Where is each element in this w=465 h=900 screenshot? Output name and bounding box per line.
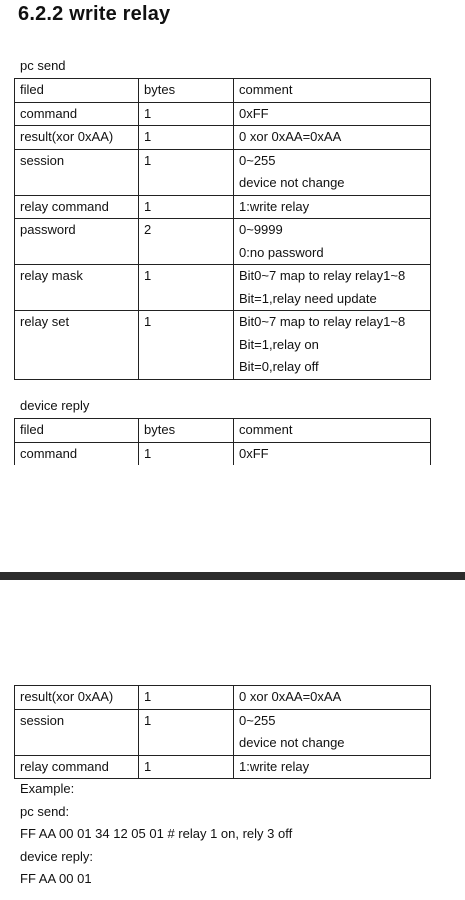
comment-line: 1:write relay	[239, 198, 310, 214]
comment-cell	[234, 102, 431, 126]
table-row	[15, 265, 431, 311]
field-cell: result(xor 0xAA)	[15, 126, 139, 150]
table-row	[15, 755, 431, 779]
device-reply-table-continued	[14, 685, 431, 779]
header-filed: filed	[15, 419, 139, 443]
example-pc-send-label: pc send:	[20, 803, 70, 819]
table-row	[15, 709, 431, 755]
example-device-reply-label: device reply:	[20, 848, 93, 864]
comment-line: 0 xor 0xAA=0xAA	[239, 689, 342, 704]
device-reply-table	[14, 418, 431, 465]
comment-line: 0~255	[239, 152, 276, 168]
comment-line: 0 xor 0xAA=0xAA	[239, 129, 342, 144]
field-cell: relay command	[15, 755, 139, 779]
comment-line: 0xFF	[239, 105, 269, 121]
comment-line: Bit=1,relay need update	[239, 290, 377, 306]
field-cell: command	[15, 442, 139, 465]
comment-cell	[234, 686, 431, 710]
comment-line: Bit=0,relay off	[239, 359, 319, 374]
bytes-cell: 1	[139, 442, 234, 465]
bytes-cell: 1	[139, 755, 234, 779]
example-title: Example:	[20, 781, 75, 796]
comment-cell	[234, 265, 431, 311]
comment-line: 0~255	[239, 712, 276, 728]
header-filed: filed	[15, 79, 139, 103]
comment-cell	[234, 442, 431, 465]
table-row	[15, 219, 431, 265]
bytes-cell: 1	[139, 311, 234, 380]
example-pc-send-bytes: FF AA 00 01 34 12 05 01 # relay 1 on, rely 3 off	[20, 826, 293, 842]
comment-cell	[234, 219, 431, 265]
field-cell: relay mask	[15, 265, 139, 311]
field-cell: command	[15, 102, 139, 126]
bytes-cell: 1	[139, 265, 234, 311]
pc-send-label: pc send	[20, 58, 66, 73]
table-header-row	[15, 419, 431, 443]
comment-line: Bit0~7 map to relay relay1~8	[239, 268, 406, 283]
comment-line: 1:write relay	[239, 758, 310, 774]
comment-line: device not change	[239, 175, 345, 190]
comment-cell	[234, 755, 431, 779]
bytes-cell: 1	[139, 686, 234, 710]
comment-cell	[234, 126, 431, 150]
device-reply-continued-body	[15, 686, 431, 779]
device-reply-table-body	[15, 419, 431, 466]
header-comment: comment	[234, 79, 431, 103]
comment-cell	[234, 195, 431, 219]
bytes-cell: 1	[139, 195, 234, 219]
table-row	[15, 126, 431, 150]
comment-line: 0~9999	[239, 222, 283, 237]
bytes-cell: 2	[139, 219, 234, 265]
comment-line: 0:no password	[239, 244, 324, 260]
header-comment: comment	[234, 419, 431, 443]
comment-line: Bit=1,relay on	[239, 336, 319, 352]
page-break-bar	[0, 572, 465, 580]
example-device-reply-bytes: FF AA 00 01	[20, 871, 92, 887]
field-cell: session	[15, 149, 139, 195]
table-row	[15, 311, 431, 380]
section-heading: 6.2.2 write relay	[18, 3, 171, 25]
header-bytes: bytes	[139, 79, 234, 103]
table-row	[15, 102, 431, 126]
device-reply-label: device reply	[20, 398, 90, 413]
comment-cell	[234, 311, 431, 380]
field-cell: password	[15, 219, 139, 265]
field-cell: result(xor 0xAA)	[15, 686, 139, 710]
pc-send-table-body	[15, 79, 431, 380]
field-cell: session	[15, 709, 139, 755]
field-cell: relay set	[15, 311, 139, 380]
comment-line: 0xFF	[239, 445, 269, 461]
bytes-cell: 1	[139, 126, 234, 150]
bytes-cell: 1	[139, 709, 234, 755]
table-row	[15, 195, 431, 219]
header-bytes: bytes	[139, 419, 234, 443]
table-row	[15, 149, 431, 195]
comment-cell	[234, 149, 431, 195]
bytes-cell: 1	[139, 102, 234, 126]
comment-cell	[234, 709, 431, 755]
comment-line: Bit0~7 map to relay relay1~8	[239, 314, 406, 329]
bytes-cell: 1	[139, 149, 234, 195]
table-header-row	[15, 79, 431, 103]
table-row	[15, 442, 431, 465]
table-row	[15, 686, 431, 710]
comment-line: device not change	[239, 735, 345, 750]
example-block	[20, 778, 292, 891]
field-cell: relay command	[15, 195, 139, 219]
pc-send-table	[14, 78, 431, 380]
